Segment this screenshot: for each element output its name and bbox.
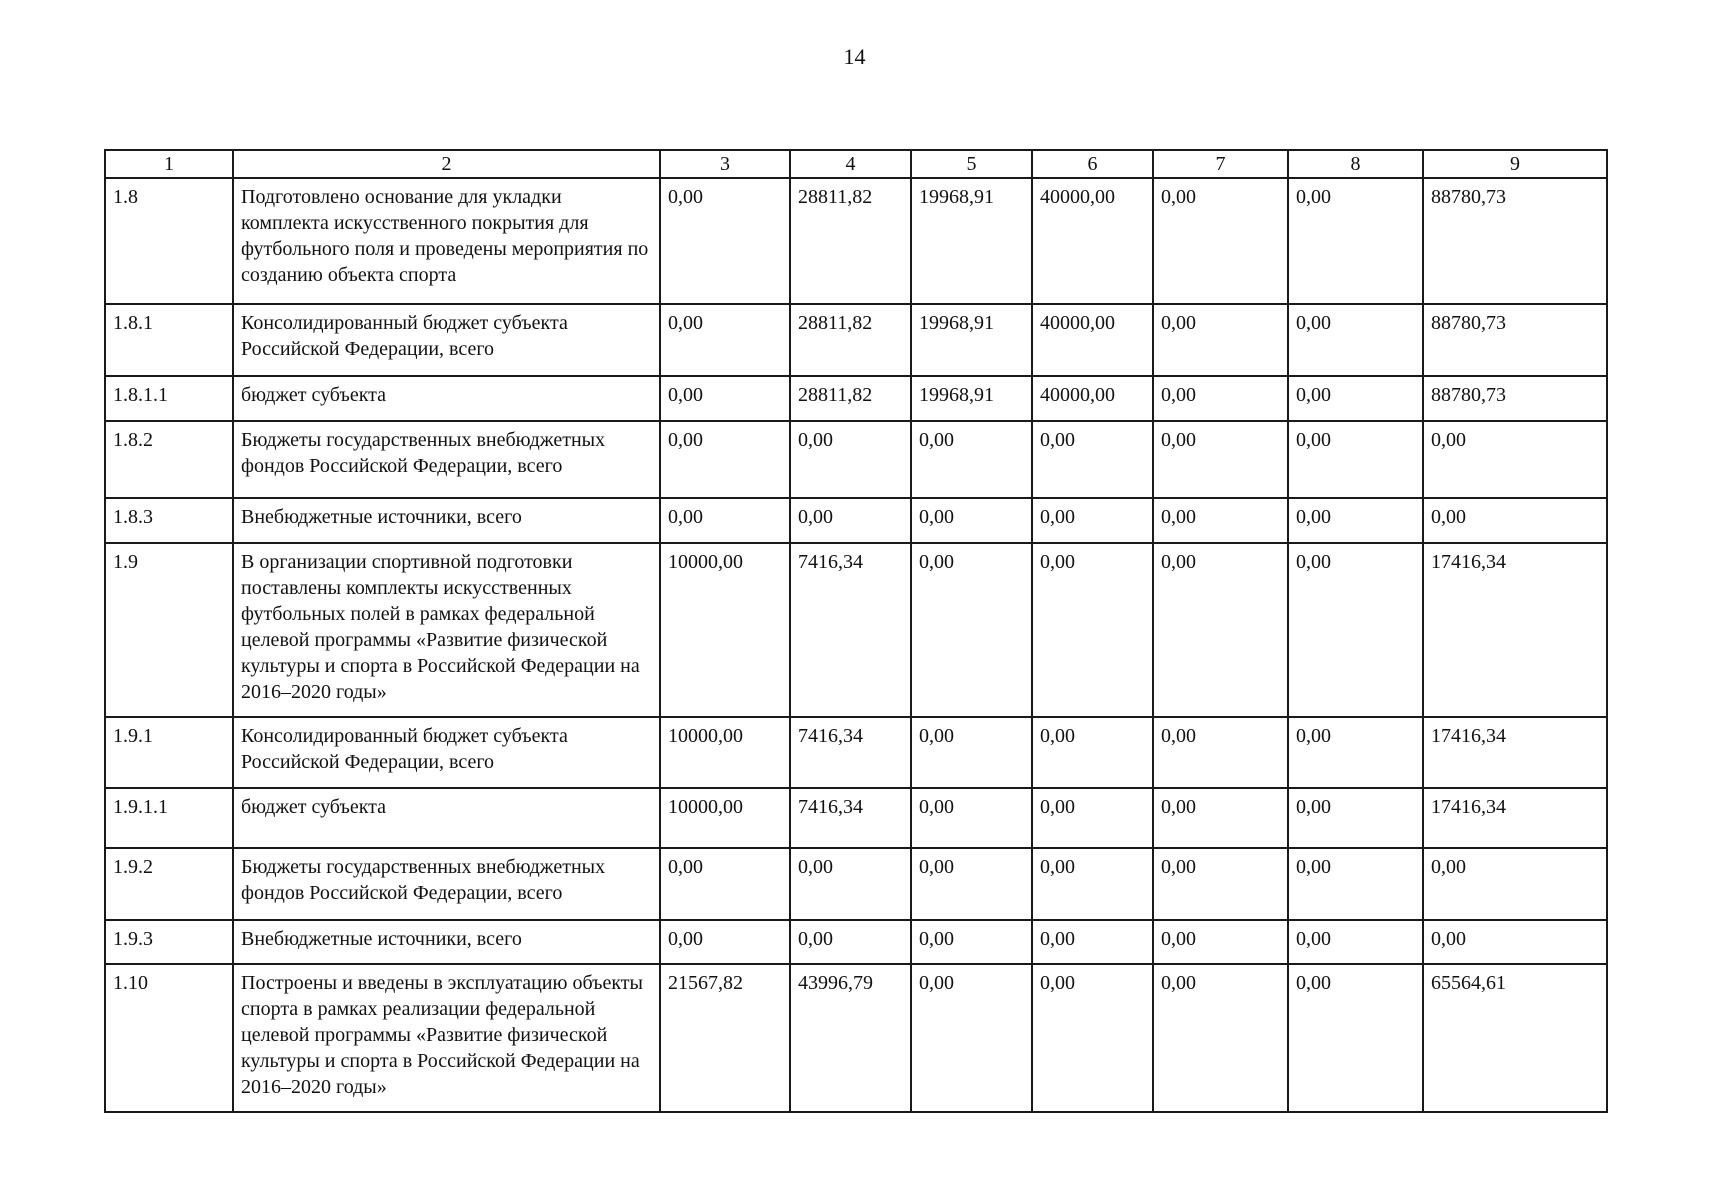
table-row — [105, 848, 1607, 920]
value-cell: 17416,34 — [1423, 717, 1607, 788]
value-cell: 0,00 — [1288, 788, 1423, 848]
value-cell: 0,00 — [660, 304, 790, 376]
row-number: 1.8 — [105, 178, 233, 304]
value-cell: 0,00 — [1423, 421, 1607, 498]
budget-table — [104, 149, 1608, 1113]
value-cell: 40000,00 — [1032, 304, 1153, 376]
value-cell: 0,00 — [1423, 498, 1607, 543]
value-cell: 7416,34 — [790, 543, 911, 717]
value-cell: 0,00 — [660, 178, 790, 304]
value-cell: 0,00 — [660, 498, 790, 543]
value-cell: 0,00 — [1288, 304, 1423, 376]
value-cell: 0,00 — [660, 848, 790, 920]
header-cell: 4 — [790, 150, 911, 178]
value-cell: 0,00 — [1153, 421, 1288, 498]
value-cell: 40000,00 — [1032, 178, 1153, 304]
value-cell: 0,00 — [1423, 920, 1607, 964]
header-cell: 1 — [105, 150, 233, 178]
header-cell: 9 — [1423, 150, 1607, 178]
row-number: 1.9.1 — [105, 717, 233, 788]
value-cell: 0,00 — [1153, 498, 1288, 543]
value-cell: 19968,91 — [911, 376, 1032, 421]
header-cell: 5 — [911, 150, 1032, 178]
value-cell: 0,00 — [1153, 304, 1288, 376]
row-number: 1.8.1.1 — [105, 376, 233, 421]
value-cell: 0,00 — [1153, 788, 1288, 848]
row-description: Консолидированный бюджет субъекта Российской Федерации, всего — [233, 304, 660, 376]
header-cell: 7 — [1153, 150, 1288, 178]
row-number: 1.8.3 — [105, 498, 233, 543]
value-cell: 0,00 — [1153, 848, 1288, 920]
value-cell: 0,00 — [1288, 543, 1423, 717]
row-number: 1.9 — [105, 543, 233, 717]
value-cell: 0,00 — [1153, 717, 1288, 788]
row-description: Консолидированный бюджет субъекта Российской Федерации, всего — [233, 717, 660, 788]
value-cell: 28811,82 — [790, 178, 911, 304]
table-row — [105, 178, 1607, 304]
value-cell: 0,00 — [1032, 920, 1153, 964]
row-description: Бюджеты государственных внебюджетных фондов Российской Федерации, всего — [233, 421, 660, 498]
row-description: Подготовлено основание для укладки комплекта искусственного покрытия для футбольного поля и проведены мероприятия по созданию объекта спорта — [233, 178, 660, 304]
value-cell: 0,00 — [790, 498, 911, 543]
value-cell: 0,00 — [1032, 717, 1153, 788]
value-cell: 0,00 — [911, 848, 1032, 920]
row-description: Внебюджетные источники, всего — [233, 920, 660, 964]
table-row — [105, 498, 1607, 543]
row-number: 1.9.1.1 — [105, 788, 233, 848]
value-cell: 0,00 — [1153, 920, 1288, 964]
table-row — [105, 920, 1607, 964]
value-cell: 0,00 — [1288, 717, 1423, 788]
value-cell: 10000,00 — [660, 543, 790, 717]
value-cell: 0,00 — [1153, 376, 1288, 421]
table-row — [105, 543, 1607, 717]
value-cell: 19968,91 — [911, 304, 1032, 376]
value-cell: 0,00 — [911, 421, 1032, 498]
row-number: 1.8.1 — [105, 304, 233, 376]
value-cell: 7416,34 — [790, 717, 911, 788]
value-cell: 88780,73 — [1423, 304, 1607, 376]
table-row — [105, 964, 1607, 1112]
table-row — [105, 376, 1607, 421]
table-row — [105, 421, 1607, 498]
row-description: В организации спортивной подготовки поставлены комплекты искусственных футбольных полей в рамках федеральной целевой программы «Развитие физической культуры и спорта в Российской Федерации на 2016–2020 годы» — [233, 543, 660, 717]
value-cell: 0,00 — [1288, 376, 1423, 421]
table-row — [105, 717, 1607, 788]
value-cell: 0,00 — [1032, 788, 1153, 848]
value-cell: 0,00 — [1032, 543, 1153, 717]
value-cell: 0,00 — [1288, 421, 1423, 498]
value-cell: 0,00 — [1288, 498, 1423, 543]
header-cell: 6 — [1032, 150, 1153, 178]
value-cell: 0,00 — [911, 717, 1032, 788]
value-cell: 17416,34 — [1423, 543, 1607, 717]
value-cell: 0,00 — [1153, 964, 1288, 1112]
value-cell: 10000,00 — [660, 788, 790, 848]
row-description: Бюджеты государственных внебюджетных фондов Российской Федерации, всего — [233, 848, 660, 920]
value-cell: 0,00 — [1423, 848, 1607, 920]
value-cell: 0,00 — [911, 788, 1032, 848]
header-cell: 3 — [660, 150, 790, 178]
value-cell: 0,00 — [660, 376, 790, 421]
value-cell: 0,00 — [660, 421, 790, 498]
value-cell: 43996,79 — [790, 964, 911, 1112]
value-cell: 0,00 — [660, 920, 790, 964]
value-cell: 0,00 — [1288, 920, 1423, 964]
row-description: Построены и введены в эксплуатацию объекты спорта в рамках реализации федеральной целевой программы «Развитие физической культуры и спорта в Российской Федерации на 2016–2020 годы» — [233, 964, 660, 1112]
value-cell: 88780,73 — [1423, 376, 1607, 421]
value-cell: 0,00 — [1288, 964, 1423, 1112]
value-cell: 10000,00 — [660, 717, 790, 788]
value-cell: 28811,82 — [790, 376, 911, 421]
value-cell: 0,00 — [911, 498, 1032, 543]
row-description: Внебюджетные источники, всего — [233, 498, 660, 543]
value-cell: 0,00 — [911, 920, 1032, 964]
header-cell: 2 — [233, 150, 660, 178]
value-cell: 0,00 — [1032, 421, 1153, 498]
row-description: бюджет субъекта — [233, 376, 660, 421]
row-number: 1.8.2 — [105, 421, 233, 498]
value-cell: 65564,61 — [1423, 964, 1607, 1112]
value-cell: 28811,82 — [790, 304, 911, 376]
value-cell: 0,00 — [1032, 848, 1153, 920]
value-cell: 7416,34 — [790, 788, 911, 848]
page-number: 14 — [843, 44, 866, 69]
row-number: 1.9.2 — [105, 848, 233, 920]
value-cell: 0,00 — [790, 421, 911, 498]
table-row — [105, 304, 1607, 376]
value-cell: 88780,73 — [1423, 178, 1607, 304]
value-cell: 0,00 — [1288, 848, 1423, 920]
value-cell: 17416,34 — [1423, 788, 1607, 848]
table-row — [105, 788, 1607, 848]
value-cell: 0,00 — [1153, 543, 1288, 717]
value-cell: 0,00 — [1288, 178, 1423, 304]
value-cell: 21567,82 — [660, 964, 790, 1112]
value-cell: 0,00 — [1032, 498, 1153, 543]
value-cell: 0,00 — [911, 543, 1032, 717]
value-cell: 40000,00 — [1032, 376, 1153, 421]
value-cell: 0,00 — [1153, 178, 1288, 304]
value-cell: 19968,91 — [911, 178, 1032, 304]
value-cell: 0,00 — [911, 964, 1032, 1112]
value-cell: 0,00 — [790, 848, 911, 920]
row-number: 1.10 — [105, 964, 233, 1112]
row-number: 1.9.3 — [105, 920, 233, 964]
header-row — [105, 150, 1607, 178]
value-cell: 0,00 — [790, 920, 911, 964]
header-cell: 8 — [1288, 150, 1423, 178]
value-cell: 0,00 — [1032, 964, 1153, 1112]
row-description: бюджет субъекта — [233, 788, 660, 848]
